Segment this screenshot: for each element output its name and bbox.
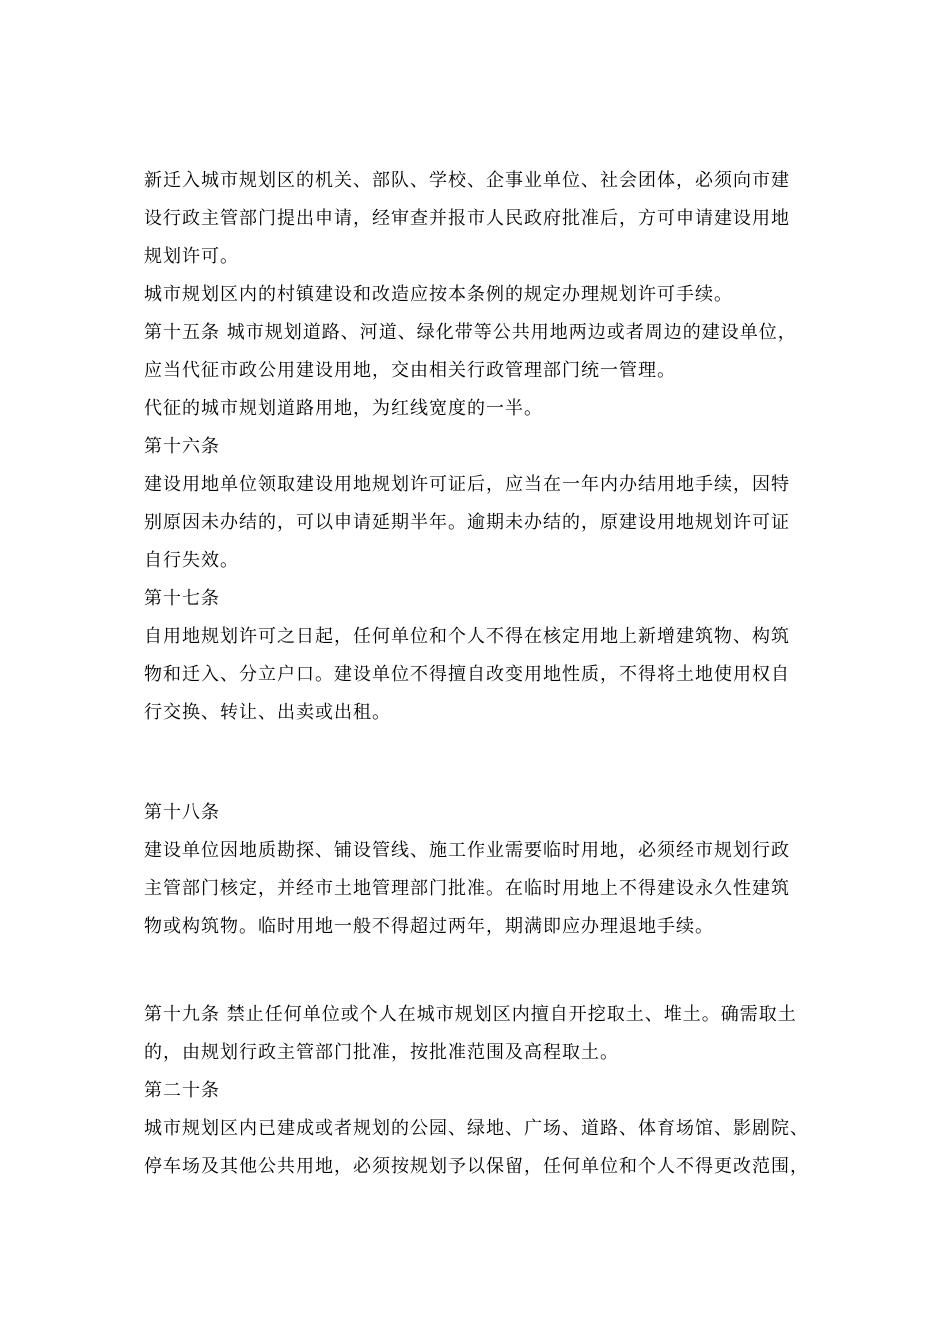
article-15-line: 第十五条 城市规划道路、河道、绿化带等公共用地两边或者周边的建设单位， — [144, 322, 797, 343]
paragraph-line: 规划许可。 — [144, 246, 239, 267]
text-block-article-18 — [144, 794, 844, 946]
article-20-line: 城市规划区内已建成或者规划的公园、绿地、广场、道路、体育场馆、影剧院、 — [144, 1118, 809, 1139]
paragraph-line: 城市规划区内的村镇建设和改造应按本条例的规定办理规划许可手续。 — [144, 284, 733, 305]
text-block-top — [144, 162, 844, 732]
article-16-line: 自行失效。 — [144, 550, 239, 571]
article-19-line: 第十九条 禁止任何单位或个人在城市规划区内擅自开挖取土、堆土。确需取土 — [144, 1004, 797, 1025]
article-17-line: 物和迁入、分立户口。建设单位不得擅自改变用地性质，不得将土地使用权自 — [144, 664, 790, 685]
article-20-line: 停车场及其他公共用地，必须按规划予以保留，任何单位和个人不得更改范围， — [144, 1156, 809, 1177]
article-18-heading: 第十八条 — [144, 802, 220, 823]
article-16-heading: 第十六条 — [144, 436, 220, 457]
article-16-line: 别原因未办结的，可以申请延期半年。逾期未办结的，原建设用地规划许可证 — [144, 512, 790, 533]
article-18-line: 建设单位因地质勘探、铺设管线、施工作业需要临时用地，必须经市规划行政 — [144, 840, 790, 861]
article-18-line: 主管部门核定，并经市土地管理部门批准。在临时用地上不得建设永久性建筑 — [144, 878, 790, 899]
article-16-line: 建设用地单位领取建设用地规划许可证后，应当在一年内办结用地手续，因特 — [144, 474, 790, 495]
article-18-line: 物或构筑物。临时用地一般不得超过两年，期满即应办理退地手续。 — [144, 916, 714, 937]
article-17-heading: 第十七条 — [144, 588, 220, 609]
paragraph-line: 新迁入城市规划区的机关、部队、学校、企事业单位、社会团体，必须向市建 — [144, 170, 790, 191]
paragraph-line: 代征的城市规划道路用地，为红线宽度的一半。 — [144, 398, 543, 419]
paragraph-line: 设行政主管部门提出申请，经审查并报市人民政府批准后，方可申请建设用地 — [144, 208, 790, 229]
article-17-line: 自用地规划许可之日起，任何单位和个人不得在核定用地上新增建筑物、构筑 — [144, 626, 790, 647]
article-20-heading: 第二十条 — [144, 1080, 220, 1101]
article-17-line: 行交换、转让、出卖或出租。 — [144, 702, 391, 723]
article-15-line: 应当代征市政公用建设用地，交由相关行政管理部门统一管理。 — [144, 360, 676, 381]
text-block-article-19-20 — [144, 996, 844, 1186]
article-19-line: 的，由规划行政主管部门批准，按批准范围及高程取土。 — [144, 1042, 619, 1063]
